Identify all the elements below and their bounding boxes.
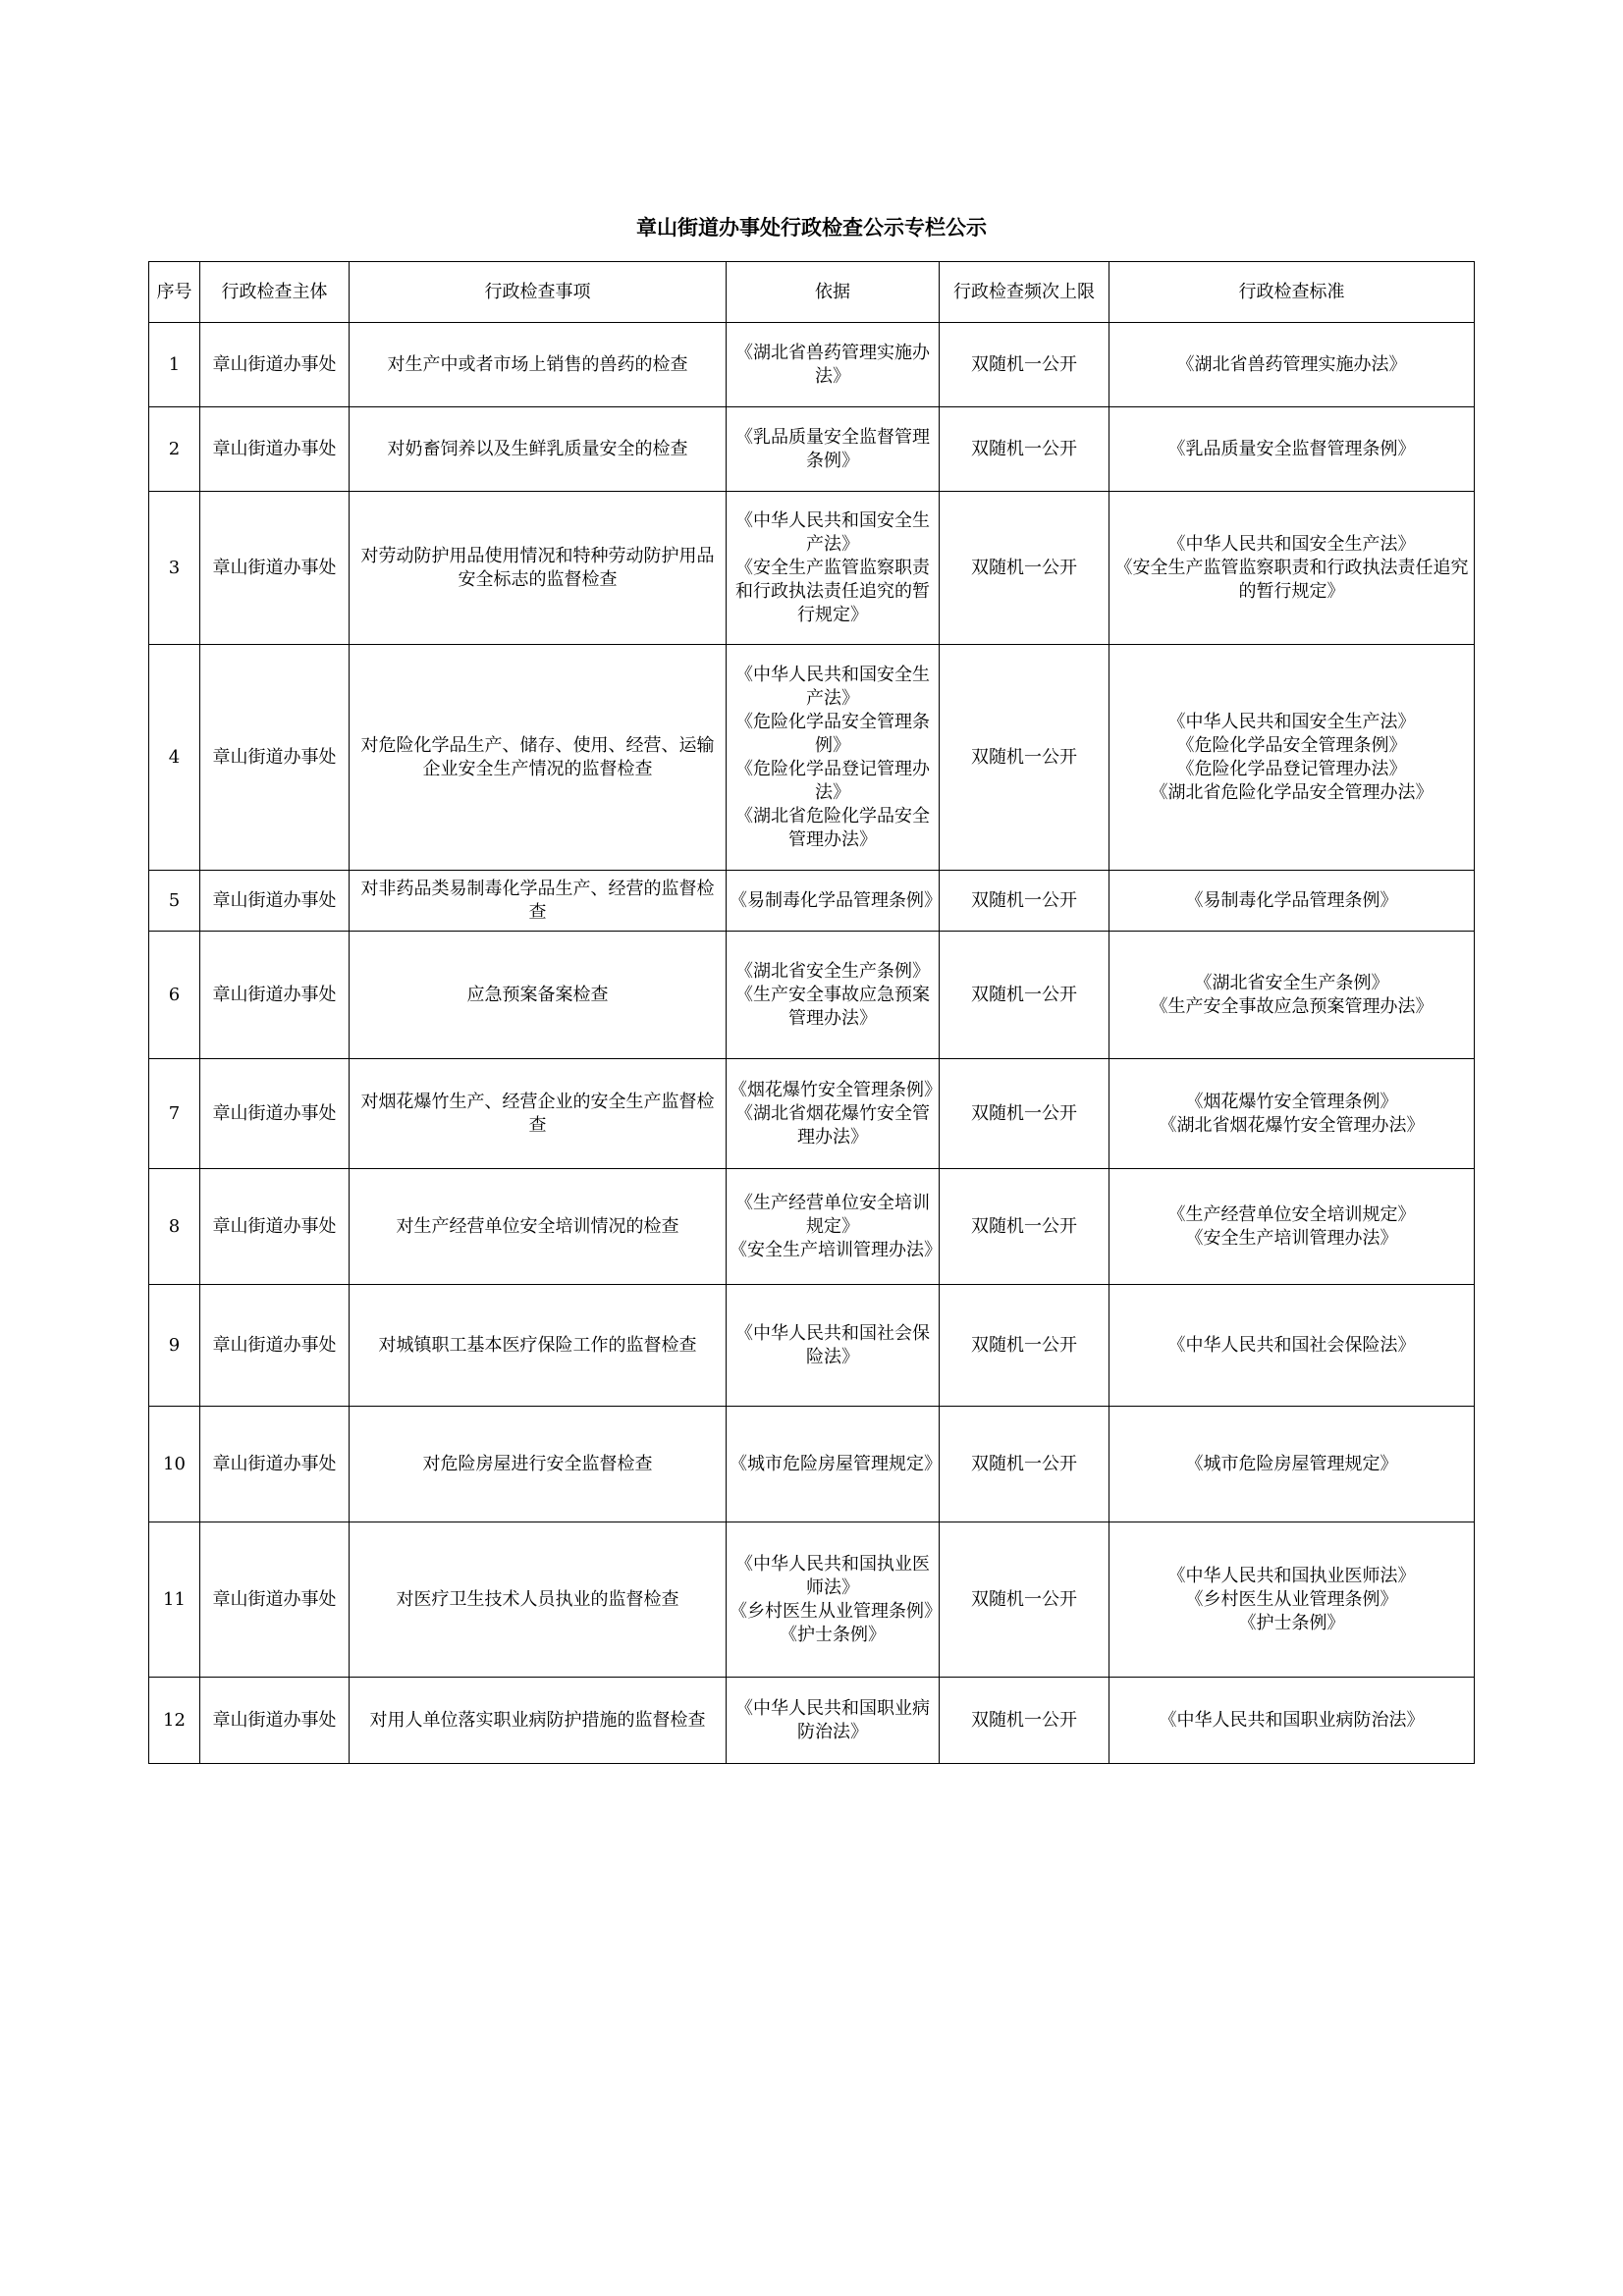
inspection-table (148, 261, 1475, 1764)
cell-frequency: 双随机一公开 (940, 645, 1109, 871)
cell-item: 应急预案备案检查 (350, 932, 727, 1059)
table-row (149, 645, 1475, 871)
cell-basis (727, 1169, 940, 1285)
cell-basis (727, 645, 940, 871)
cell-basis (727, 492, 940, 645)
cell-no: 4 (149, 645, 200, 871)
table-row (149, 492, 1475, 645)
cell-standard (1109, 932, 1475, 1059)
cell-no: 8 (149, 1169, 200, 1285)
basis-line: 《城市危险房屋管理规定》 (730, 1453, 942, 1474)
cell-frequency: 双随机一公开 (940, 323, 1109, 407)
standard-line: 《乳品质量安全监督管理条例》 (1167, 438, 1416, 459)
cell-frequency: 双随机一公开 (940, 1678, 1109, 1764)
cell-no: 2 (149, 407, 200, 492)
cell-standard (1109, 1169, 1475, 1285)
cell-no: 12 (149, 1678, 200, 1764)
standard-line: 《湖北省危险化学品安全管理办法》 (1150, 781, 1434, 803)
cell-no: 1 (149, 323, 200, 407)
table-row (149, 1407, 1475, 1522)
basis-line: 《湖北省安全生产条例》 (735, 960, 930, 982)
header-basis: 依据 (727, 262, 940, 323)
header-standard: 行政检查标准 (1109, 262, 1475, 323)
cell-subject: 章山街道办事处 (200, 1522, 350, 1678)
standard-line: 《湖北省兽药管理实施办法》 (1176, 353, 1407, 375)
cell-subject: 章山街道办事处 (200, 871, 350, 932)
basis-line: 《中华人民共和国安全生产法》 (735, 509, 930, 555)
cell-item: 对危险化学品生产、储存、使用、经营、运输企业安全生产情况的监督检查 (350, 645, 727, 871)
cell-no: 5 (149, 871, 200, 932)
cell-standard (1109, 645, 1475, 871)
cell-subject: 章山街道办事处 (200, 492, 350, 645)
cell-standard (1109, 492, 1475, 645)
standard-line: 《湖北省烟花爆竹安全管理办法》 (1159, 1114, 1425, 1136)
basis-line: 《易制毒化学品管理条例》 (730, 889, 942, 911)
cell-basis (727, 871, 940, 932)
standard-line: 《中华人民共和国安全生产法》 (1167, 711, 1416, 732)
basis-line: 《生产经营单位安全培训规定》 (735, 1192, 930, 1237)
standard-line: 《烟花爆竹安全管理条例》 (1185, 1091, 1398, 1112)
cell-item: 对危险房屋进行安全监督检查 (350, 1407, 727, 1522)
cell-frequency: 双随机一公开 (940, 1169, 1109, 1285)
cell-frequency: 双随机一公开 (940, 932, 1109, 1059)
header-no: 序号 (149, 262, 200, 323)
basis-line: 《中华人民共和国社会保险法》 (735, 1322, 930, 1367)
cell-item: 对城镇职工基本医疗保险工作的监督检查 (350, 1285, 727, 1407)
standard-line: 《危险化学品安全管理条例》 (1176, 734, 1407, 756)
cell-frequency: 双随机一公开 (940, 1059, 1109, 1169)
cell-basis (727, 1522, 940, 1678)
cell-item: 对医疗卫生技术人员执业的监督检查 (350, 1522, 727, 1678)
basis-line: 《危险化学品安全管理条例》 (735, 711, 930, 756)
cell-basis (727, 1285, 940, 1407)
table-row (149, 1169, 1475, 1285)
standard-line: 《安全生产监管监察职责和行政执法责任追究的暂行规定》 (1114, 557, 1469, 602)
cell-item: 对生产中或者市场上销售的兽药的检查 (350, 323, 727, 407)
cell-no: 3 (149, 492, 200, 645)
header-subject: 行政检查主体 (200, 262, 350, 323)
basis-line: 《危险化学品登记管理办法》 (735, 758, 930, 803)
basis-line: 《乳品质量安全监督管理条例》 (735, 426, 930, 471)
cell-basis (727, 323, 940, 407)
table-row (149, 932, 1475, 1059)
cell-no: 6 (149, 932, 200, 1059)
standard-line: 《安全生产培训管理办法》 (1185, 1227, 1398, 1249)
cell-item: 对烟花爆竹生产、经营企业的安全生产监督检查 (350, 1059, 727, 1169)
basis-line: 《中华人民共和国安全生产法》 (735, 664, 930, 709)
table-body (149, 323, 1475, 1764)
standard-line: 《易制毒化学品管理条例》 (1185, 889, 1398, 911)
basis-line: 《中华人民共和国执业医师法》 (735, 1553, 930, 1598)
table-row (149, 871, 1475, 932)
standard-line: 《中华人民共和国社会保险法》 (1167, 1334, 1416, 1356)
standard-line: 《湖北省安全生产条例》 (1194, 972, 1389, 993)
standard-line: 《乡村医生从业管理条例》 (1185, 1588, 1398, 1610)
cell-frequency: 双随机一公开 (940, 492, 1109, 645)
standard-line: 《生产经营单位安全培训规定》 (1167, 1203, 1416, 1225)
cell-basis (727, 1678, 940, 1764)
table-row (149, 1285, 1475, 1407)
basis-line: 《湖北省危险化学品安全管理办法》 (735, 805, 930, 850)
cell-standard (1109, 871, 1475, 932)
cell-subject: 章山街道办事处 (200, 932, 350, 1059)
cell-item: 对劳动防护用品使用情况和特种劳动防护用品安全标志的监督检查 (350, 492, 727, 645)
table-row (149, 1059, 1475, 1169)
standard-line: 《中华人民共和国执业医师法》 (1167, 1565, 1416, 1586)
cell-standard (1109, 1407, 1475, 1522)
cell-subject: 章山街道办事处 (200, 645, 350, 871)
basis-line: 《乡村医生从业管理条例》 (730, 1600, 942, 1622)
cell-no: 10 (149, 1407, 200, 1522)
cell-frequency: 双随机一公开 (940, 1522, 1109, 1678)
cell-subject: 章山街道办事处 (200, 323, 350, 407)
cell-standard (1109, 1285, 1475, 1407)
cell-basis (727, 932, 940, 1059)
basis-line: 《安全生产监管监察职责和行政执法责任追究的暂行规定》 (735, 557, 930, 625)
table-row (149, 323, 1475, 407)
basis-line: 《生产安全事故应急预案管理办法》 (735, 984, 930, 1029)
standard-line: 《护士条例》 (1238, 1612, 1345, 1633)
cell-basis (727, 1407, 940, 1522)
cell-item: 对非药品类易制毒化学品生产、经营的监督检查 (350, 871, 727, 932)
basis-line: 《护士条例》 (780, 1624, 886, 1645)
cell-no: 9 (149, 1285, 200, 1407)
cell-item: 对用人单位落实职业病防护措施的监督检查 (350, 1678, 727, 1764)
cell-standard (1109, 1678, 1475, 1764)
cell-subject: 章山街道办事处 (200, 1059, 350, 1169)
cell-subject: 章山街道办事处 (200, 1285, 350, 1407)
cell-subject: 章山街道办事处 (200, 1169, 350, 1285)
cell-frequency: 双随机一公开 (940, 1285, 1109, 1407)
cell-frequency: 双随机一公开 (940, 1407, 1109, 1522)
table-row (149, 1678, 1475, 1764)
header-frequency: 行政检查频次上限 (940, 262, 1109, 323)
table-header-row (149, 262, 1475, 323)
cell-basis (727, 407, 940, 492)
cell-no: 7 (149, 1059, 200, 1169)
document-title: 章山街道办事处行政检查公示专栏公示 (636, 216, 987, 240)
standard-line: 《城市危险房屋管理规定》 (1185, 1453, 1398, 1474)
standard-line: 《中华人民共和国安全生产法》 (1167, 533, 1416, 555)
basis-line: 《烟花爆竹安全管理条例》 (730, 1079, 942, 1100)
cell-basis (727, 1059, 940, 1169)
cell-no: 11 (149, 1522, 200, 1678)
standard-line: 《危险化学品登记管理办法》 (1176, 758, 1407, 779)
cell-subject: 章山街道办事处 (200, 407, 350, 492)
basis-line: 《安全生产培训管理办法》 (730, 1239, 942, 1260)
cell-standard (1109, 1522, 1475, 1678)
header-item: 行政检查事项 (350, 262, 727, 323)
cell-frequency: 双随机一公开 (940, 871, 1109, 932)
basis-line: 《中华人民共和国职业病防治法》 (735, 1697, 930, 1742)
basis-line: 《湖北省烟花爆竹安全管理办法》 (735, 1102, 930, 1148)
table-row (149, 407, 1475, 492)
cell-standard (1109, 1059, 1475, 1169)
cell-subject: 章山街道办事处 (200, 1407, 350, 1522)
cell-frequency: 双随机一公开 (940, 407, 1109, 492)
cell-standard (1109, 323, 1475, 407)
cell-subject: 章山街道办事处 (200, 1678, 350, 1764)
standard-line: 《中华人民共和国职业病防治法》 (1159, 1709, 1425, 1731)
cell-item: 对生产经营单位安全培训情况的检查 (350, 1169, 727, 1285)
standard-line: 《生产安全事故应急预案管理办法》 (1150, 995, 1434, 1017)
basis-line: 《湖北省兽药管理实施办法》 (735, 342, 930, 387)
cell-standard (1109, 407, 1475, 492)
cell-item: 对奶畜饲养以及生鲜乳质量安全的检查 (350, 407, 727, 492)
table-row (149, 1522, 1475, 1678)
